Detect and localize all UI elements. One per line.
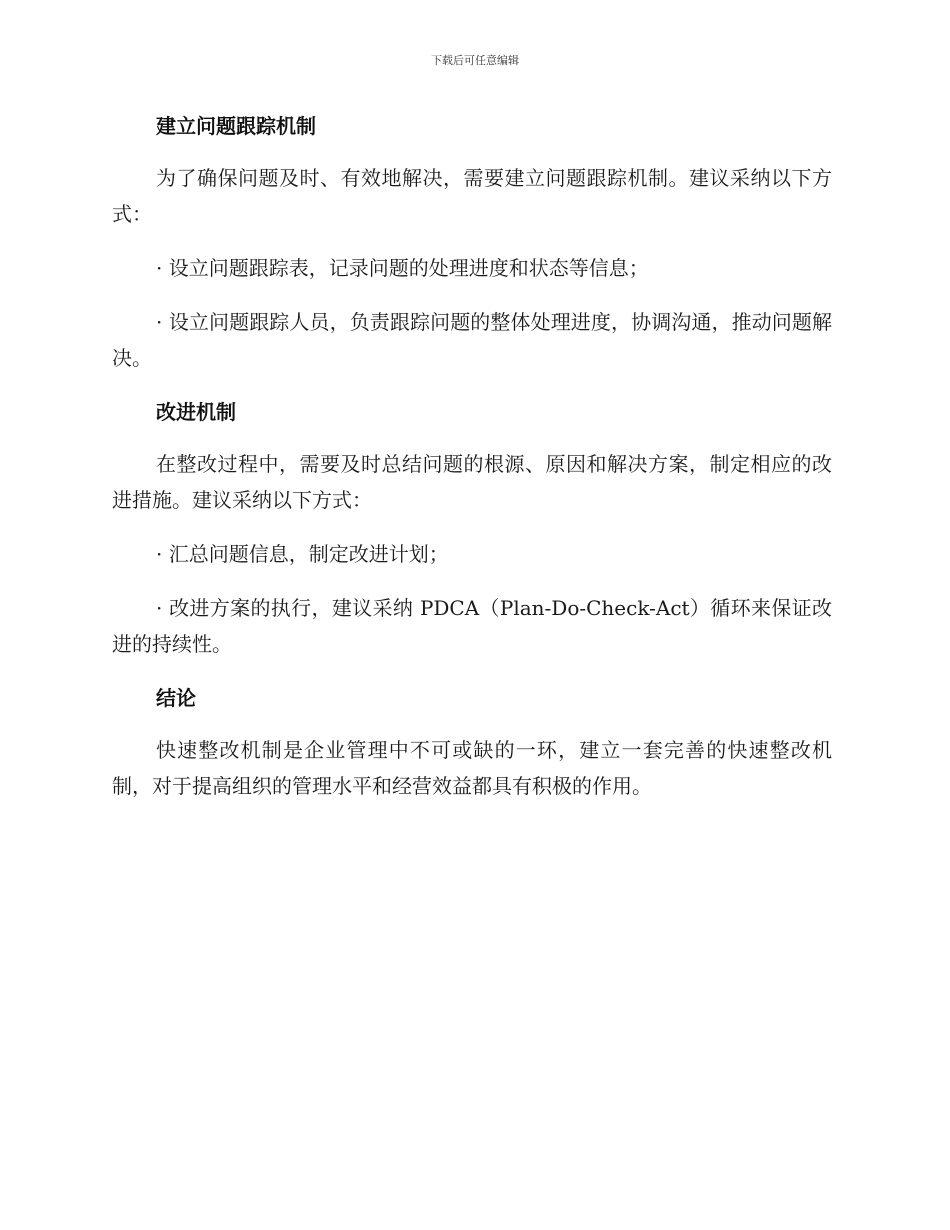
page-header: 下载后可任意编辑	[431, 54, 519, 67]
bullet-item: · 设立问题跟踪表，记录问题的处理进度和状态等信息；	[156, 256, 649, 280]
section-intro: 在整改过程中，需要及时总结问题的根源、原因和解决方案，制定相应的改进措施。建议采纳以下方式：	[112, 452, 832, 512]
bullet-item: · 汇总问题信息，制定改进计划；	[156, 542, 449, 566]
section-heading: 改进机制	[156, 400, 236, 424]
section-improvement	[112, 394, 832, 662]
section-intro: 为了确保问题及时、有效地解决，需要建立问题跟踪机制。建议采纳以下方式：	[112, 166, 832, 226]
section-heading: 结论	[156, 686, 196, 710]
bullet-item: · 设立问题跟踪人员，负责跟踪问题的整体处理进度，协调沟通，推动问题解决。	[112, 310, 832, 370]
section-heading: 建立问题跟踪机制	[156, 114, 316, 138]
document-body	[112, 108, 832, 822]
section-issue-tracking	[112, 108, 832, 376]
bullet-item: · 改进方案的执行，建议采纳 PDCA（Plan-Do-Check-Act）循环来保证改进的持续性。	[112, 596, 832, 656]
section-conclusion	[112, 680, 832, 804]
section-intro: 快速整改机制是企业管理中不可或缺的一环，建立一套完善的快速整改机制，对于提高组织的管理水平和经营效益都具有积极的作用。	[112, 738, 832, 798]
